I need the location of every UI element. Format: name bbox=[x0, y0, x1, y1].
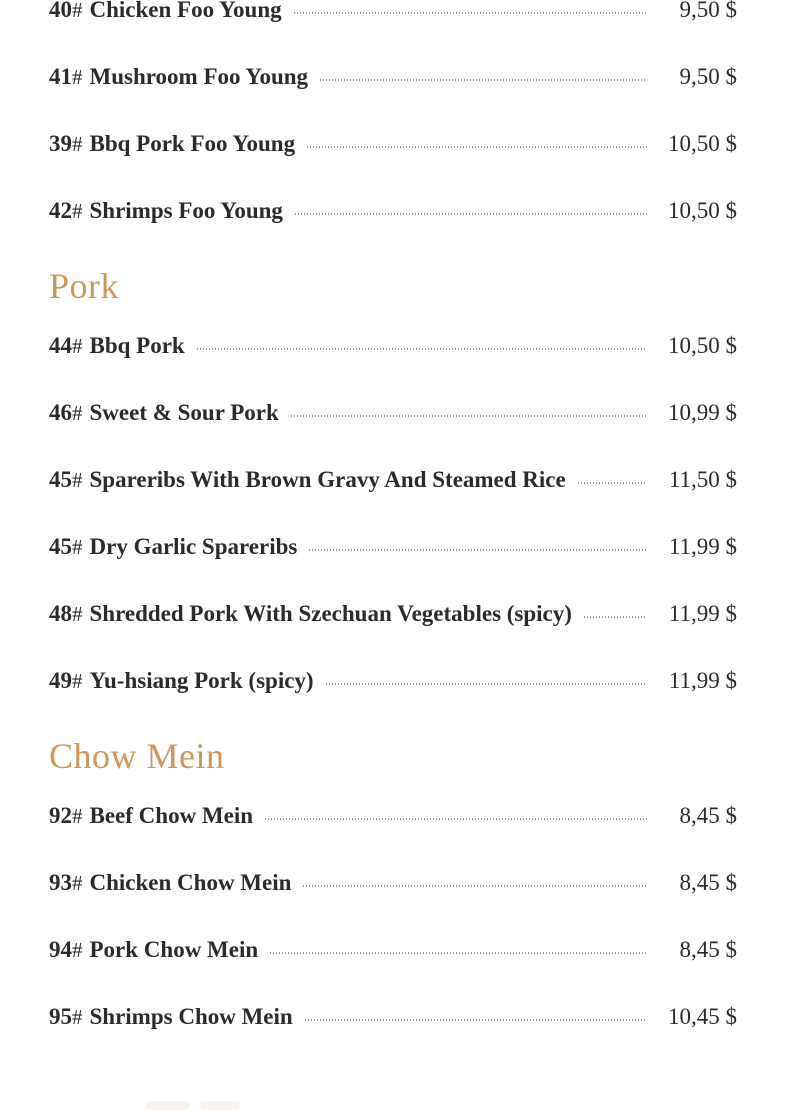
hash-symbol: # bbox=[72, 199, 83, 223]
menu-item-price: 10,50 $ bbox=[668, 198, 737, 223]
menu-item-price: 10,50 $ bbox=[668, 333, 737, 358]
dotted-leader bbox=[197, 348, 647, 350]
menu-item-name bbox=[49, 0, 282, 23]
menu-item-label: Beef Chow Mein bbox=[89, 803, 254, 828]
menu-item-row bbox=[49, 0, 737, 24]
hash-symbol: # bbox=[72, 401, 83, 425]
menu-item-number: 49 bbox=[49, 668, 72, 693]
menu-item-label: Bbq Pork bbox=[89, 333, 185, 358]
dotted-leader bbox=[307, 146, 647, 148]
menu-item-row bbox=[49, 1003, 737, 1031]
menu-item-number: 40 bbox=[49, 0, 72, 22]
section-heading: Pork bbox=[49, 266, 120, 306]
menu-item-label: Bbq Pork Foo Young bbox=[89, 131, 296, 156]
dotted-leader bbox=[303, 885, 647, 887]
section-heading: Chow Mein bbox=[49, 736, 225, 776]
menu-item-label: Spareribs With Brown Gravy And Steamed Rice bbox=[89, 467, 566, 492]
menu-item-label: Pork Chow Mein bbox=[89, 937, 259, 962]
menu-item-label: Shrimps Foo Young bbox=[89, 198, 283, 223]
menu-item-name bbox=[49, 937, 258, 963]
hash-symbol: # bbox=[72, 1005, 83, 1029]
menu-section bbox=[49, 734, 737, 1031]
hash-symbol: # bbox=[72, 535, 83, 559]
menu-item-row bbox=[49, 63, 737, 91]
menu-item-row bbox=[49, 936, 737, 964]
menu-item-label: Dry Garlic Spareribs bbox=[89, 534, 298, 559]
menu-item-name bbox=[49, 534, 297, 560]
menu-item-number: 94 bbox=[49, 937, 72, 962]
menu-item-name bbox=[49, 803, 253, 829]
menu-item-number: 45 bbox=[49, 534, 72, 559]
menu-item-price: 8,45 $ bbox=[679, 937, 737, 962]
menu-item-price: 10,45 $ bbox=[668, 1004, 737, 1029]
dotted-leader bbox=[578, 482, 647, 484]
menu-item-row bbox=[49, 466, 737, 494]
hash-symbol: # bbox=[72, 804, 83, 828]
menu-item-number: 39 bbox=[49, 131, 72, 156]
menu-item-price: 11,50 $ bbox=[668, 467, 737, 492]
menu-item-name bbox=[49, 333, 185, 359]
menu-section bbox=[49, 264, 737, 695]
menu-item-label: Mushroom Foo Young bbox=[89, 64, 309, 89]
menu-item-number: 42 bbox=[49, 198, 72, 223]
menu-item-label: Yu-hsiang Pork (spicy) bbox=[89, 668, 314, 693]
hash-symbol: # bbox=[72, 0, 83, 22]
menu-item-row bbox=[49, 802, 737, 830]
menu-item-price: 8,45 $ bbox=[679, 803, 737, 828]
menu-item-row bbox=[49, 197, 737, 225]
menu-item-price: 11,99 $ bbox=[668, 601, 737, 626]
menu-item-price: 10,50 $ bbox=[668, 131, 737, 156]
menu-item-label: Chicken Chow Mein bbox=[89, 870, 292, 895]
dotted-leader bbox=[309, 549, 647, 551]
menu-item-price: 8,45 $ bbox=[679, 870, 737, 895]
menu-item-price: 11,99 $ bbox=[668, 668, 737, 693]
menu-item-number: 46 bbox=[49, 400, 72, 425]
hash-symbol: # bbox=[72, 871, 83, 895]
menu-item-price: 9,50 $ bbox=[679, 0, 737, 22]
menu-item-row bbox=[49, 399, 737, 427]
menu-item-number: 92 bbox=[49, 803, 72, 828]
menu-item-row bbox=[49, 130, 737, 158]
dotted-leader bbox=[270, 952, 647, 954]
menu-item-row bbox=[49, 600, 737, 628]
dotted-leader bbox=[291, 415, 647, 417]
hash-symbol: # bbox=[72, 602, 83, 626]
menu-section bbox=[49, 0, 737, 225]
menu-item-label: Chicken Foo Young bbox=[89, 0, 282, 22]
section-items bbox=[49, 0, 737, 225]
menu-item-label: Shrimps Chow Mein bbox=[89, 1004, 293, 1029]
cutoff-next-heading-fragment bbox=[146, 1101, 190, 1110]
hash-symbol: # bbox=[72, 65, 83, 89]
menu-item-number: 41 bbox=[49, 64, 72, 89]
menu-item-row bbox=[49, 332, 737, 360]
dotted-leader bbox=[305, 1019, 647, 1021]
dotted-leader bbox=[326, 683, 647, 685]
menu-item-price: 11,99 $ bbox=[668, 534, 737, 559]
cutoff-next-heading-fragment bbox=[200, 1101, 240, 1110]
menu-item-price: 9,50 $ bbox=[679, 64, 737, 89]
menu-item-name bbox=[49, 64, 308, 90]
hash-symbol: # bbox=[72, 669, 83, 693]
menu-item-name bbox=[49, 198, 283, 224]
section-items bbox=[49, 332, 737, 695]
menu-item-number: 93 bbox=[49, 870, 72, 895]
dotted-leader bbox=[295, 213, 647, 215]
hash-symbol: # bbox=[72, 132, 83, 156]
menu-item-name bbox=[49, 467, 566, 493]
menu-item-number: 44 bbox=[49, 333, 72, 358]
dotted-leader bbox=[320, 79, 647, 81]
menu-item-row bbox=[49, 667, 737, 695]
hash-symbol: # bbox=[72, 334, 83, 358]
menu-item-name bbox=[49, 668, 314, 694]
menu-item-price: 10,99 $ bbox=[668, 400, 737, 425]
menu-item-name bbox=[49, 601, 572, 627]
menu-item-row bbox=[49, 869, 737, 897]
menu-item-name bbox=[49, 131, 295, 157]
menu-item-row bbox=[49, 533, 737, 561]
menu-item-number: 95 bbox=[49, 1004, 72, 1029]
menu-item-number: 45 bbox=[49, 467, 72, 492]
menu-item-name bbox=[49, 870, 291, 896]
menu-item-label: Sweet & Sour Pork bbox=[89, 400, 279, 425]
dotted-leader bbox=[294, 12, 647, 14]
section-items bbox=[49, 802, 737, 1031]
menu-item-name bbox=[49, 1004, 293, 1030]
hash-symbol: # bbox=[72, 468, 83, 492]
menu-item-number: 48 bbox=[49, 601, 72, 626]
hash-symbol: # bbox=[72, 938, 83, 962]
menu-item-name bbox=[49, 400, 279, 426]
dotted-leader bbox=[265, 818, 647, 820]
menu-item-label: Shredded Pork With Szechuan Vegetables (spicy) bbox=[89, 601, 572, 626]
dotted-leader bbox=[584, 616, 647, 618]
